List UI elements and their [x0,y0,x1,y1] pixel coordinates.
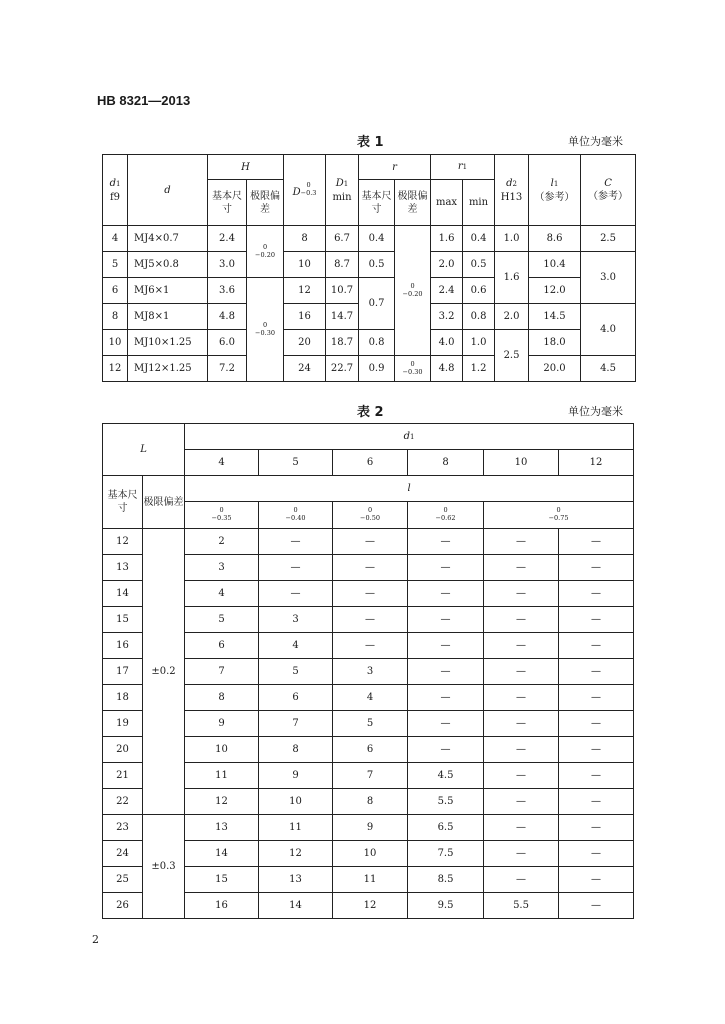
table1 [102,154,636,382]
t2-cell: 14 [185,841,259,867]
t2-cell-L: 21 [103,763,143,789]
t1-head-d: d [128,155,208,226]
t2-cell: — [408,737,484,763]
t2-cell: 5 [259,659,333,685]
t2-cell: — [484,607,559,633]
t2-cell: 8.5 [408,867,484,893]
t1-cell: 2.4 [431,278,463,304]
t1-head-D1: D1 min [326,155,359,226]
t2-cell: — [484,711,559,737]
t1-cell: 6.0 [208,330,247,356]
t1-head-D: D 0 −0.3 [284,155,326,226]
t2-cell: 8 [333,789,408,815]
t1-d2-merged: 1.6 [495,252,529,304]
t2-head-d1-value: 5 [259,450,333,476]
t2-cell: — [333,633,408,659]
t1-cell: 2.4 [208,226,247,252]
t2-cell: 12 [259,841,333,867]
t1-cell: 0.9 [359,356,395,382]
t1-head-H-basic: 基本尺寸 [208,180,247,226]
t1-H-dev-b: 0 −0.30 [247,278,284,382]
t1-r-merged: 0.7 [359,278,395,330]
table2-header-row [103,424,634,450]
t2-cell: — [559,529,634,555]
t2-cell: — [333,607,408,633]
table2-body [103,529,634,919]
t2-cell: — [408,711,484,737]
t2-cell: — [408,555,484,581]
t2-cell: 4 [185,581,259,607]
t1-cell: 18.7 [326,330,359,356]
t2-cell: 13 [259,867,333,893]
t1-cell: 6.7 [326,226,359,252]
t2-cell: 10 [259,789,333,815]
t2-head-l: l [185,476,634,502]
t1-cell: 22.7 [326,356,359,382]
t2-cell: 4 [333,685,408,711]
t2-cell: — [484,815,559,841]
t2-cell-L: 25 [103,867,143,893]
t2-cell-L: 26 [103,893,143,919]
t2-cell: 11 [333,867,408,893]
t1-cell: 3.0 [208,252,247,278]
t2-cell: — [484,841,559,867]
t2-head-l-dev: 0 −0.35 [185,502,259,529]
t2-cell-L: 20 [103,737,143,763]
t1-cell: 12 [284,278,326,304]
t1-d2-merged: 2.5 [495,330,529,382]
t1-cell: 0.5 [463,252,495,278]
t2-cell: 8 [185,685,259,711]
t2-cell: — [408,607,484,633]
t2-cell-L: 24 [103,841,143,867]
t1-head-r1-min: min [463,180,495,226]
t2-cell: — [559,659,634,685]
t1-cell: 1.0 [463,330,495,356]
t1-cell: 8.7 [326,252,359,278]
t2-cell: 9.5 [408,893,484,919]
t2-cell: 5 [333,711,408,737]
t2-cell: 11 [259,815,333,841]
table2-units: 单位为毫米 [568,405,623,418]
t2-cell: 14 [259,893,333,919]
t1-head-H-limit: 极限偏差 [247,180,284,226]
t2-cell: 3 [185,555,259,581]
t1-cell: 0.6 [463,278,495,304]
t1-head-r: r [359,155,431,180]
t2-cell-L: 16 [103,633,143,659]
t1-cell: MJ8×1 [128,304,208,330]
t2-cell-L: 17 [103,659,143,685]
table-row [103,330,636,356]
t2-cell: — [484,581,559,607]
t1-cell: 7.2 [208,356,247,382]
t2-cell: — [259,555,333,581]
t2-cell-L: 15 [103,607,143,633]
t2-head-L-limit: 极限偏差 [143,476,185,529]
t1-cell: 4.5 [581,356,636,382]
t1-H-dev-a: 0 −0.20 [247,226,284,278]
table-row [103,226,636,252]
t2-cell: — [559,841,634,867]
t1-cell: 0.5 [359,252,395,278]
t2-cell: — [259,529,333,555]
t1-cell: 20.0 [529,356,581,382]
t2-cell: 9 [259,763,333,789]
t2-cell: 9 [185,711,259,737]
t1-C-merged: 3.0 [581,252,636,304]
t1-cell: MJ10×1.25 [128,330,208,356]
t2-cell: — [333,529,408,555]
t1-cell: 4.8 [431,356,463,382]
table2-l-row [103,476,634,502]
t1-cell: 3.6 [208,278,247,304]
t2-cell: 10 [185,737,259,763]
t2-cell: 16 [185,893,259,919]
t2-head-d1-value: 6 [333,450,408,476]
t2-cell-L: 18 [103,685,143,711]
t1-cell: 0.8 [359,330,395,356]
t1-cell: 14.7 [326,304,359,330]
t2-cell: — [484,555,559,581]
t2-cell-L: 22 [103,789,143,815]
page-number: 2 [92,933,99,946]
t2-cell: 7 [333,763,408,789]
t2-cell: 12 [333,893,408,919]
t2-cell: — [484,659,559,685]
t1-C-merged: 4.0 [581,304,636,356]
t2-cell: 5.5 [408,789,484,815]
t2-cell: — [333,555,408,581]
t2-head-l-dev: 0 −0.62 [408,502,484,529]
t2-cell: — [559,789,634,815]
t1-head-r1: r1 [431,155,495,180]
t2-cell: — [559,555,634,581]
t2-cell: 7.5 [408,841,484,867]
t1-head-H: H [208,155,284,180]
t2-cell: — [559,581,634,607]
t2-cell: 6 [333,737,408,763]
t2-cell: — [484,867,559,893]
t2-cell: — [484,685,559,711]
t1-head-d2: d2 H13 [495,155,529,226]
t2-cell: — [559,737,634,763]
t2-cell: 15 [185,867,259,893]
t2-head-d1-value: 4 [185,450,259,476]
document-code: HB 8321—2013 [97,93,191,108]
t1-cell: MJ5×0.8 [128,252,208,278]
t2-cell: — [333,581,408,607]
t2-cell: — [559,633,634,659]
table1-header-row [103,155,636,180]
t2-cell: — [559,607,634,633]
t2-cell: 6 [185,633,259,659]
t1-cell: 4 [103,226,128,252]
t1-cell: 2.0 [495,304,529,330]
t2-cell: 13 [185,815,259,841]
t2-head-d1: d1 [185,424,634,450]
t1-cell: 0.8 [463,304,495,330]
t2-head-L-basic: 基本尺寸 [103,476,143,529]
t1-head-C: C （参考） [581,155,636,226]
t1-cell: 1.2 [463,356,495,382]
t2-cell: 10 [333,841,408,867]
t1-cell: 6 [103,278,128,304]
t2-cell-L: 14 [103,581,143,607]
t2-cell: 2 [185,529,259,555]
t1-head-r1-max: max [431,180,463,226]
t2-tolerance: ±0.3 [143,815,185,919]
t1-cell: 20 [284,330,326,356]
t1-cell: 4.8 [208,304,247,330]
t1-cell: 8 [284,226,326,252]
t2-cell: — [259,581,333,607]
t2-head-d1-value: 8 [408,450,484,476]
table1-units: 单位为毫米 [568,135,623,148]
t2-head-l-dev: 0 −0.40 [259,502,333,529]
t2-head-l-dev: 0 −0.50 [333,502,408,529]
table-row [103,356,636,382]
t2-cell: — [408,659,484,685]
t2-head-l-dev: 0 −0.75 [484,502,634,529]
t1-cell: MJ6×1 [128,278,208,304]
t1-cell: 3.2 [431,304,463,330]
t2-cell: — [484,633,559,659]
t1-cell: 12 [103,356,128,382]
t1-cell: 14.5 [529,304,581,330]
t2-cell: — [408,581,484,607]
t2-cell: — [559,867,634,893]
t2-cell: — [484,529,559,555]
t2-cell: — [408,633,484,659]
t2-head-d1-value: 10 [484,450,559,476]
t2-cell: — [484,763,559,789]
t1-r-dev-a: 0 −0.20 [395,226,431,356]
t1-cell: 0.4 [463,226,495,252]
t2-cell: 5.5 [484,893,559,919]
t1-cell: 1.0 [495,226,529,252]
t2-cell-L: 13 [103,555,143,581]
t2-cell: — [559,711,634,737]
t2-cell: 6 [259,685,333,711]
t1-cell: 2.0 [431,252,463,278]
t2-cell: 6.5 [408,815,484,841]
table1-caption: 表 1 [357,135,384,150]
table2 [102,423,634,919]
t2-cell-L: 12 [103,529,143,555]
t2-cell: 3 [259,607,333,633]
t2-cell: 4.5 [408,763,484,789]
t1-cell: 12.0 [529,278,581,304]
t1-cell: 8 [103,304,128,330]
t1-head-l1: l1 （参考） [529,155,581,226]
t1-head-r-basic: 基本尺寸 [359,180,395,226]
t2-cell: 3 [333,659,408,685]
t2-head-d1-value: 12 [559,450,634,476]
t1-cell: 8.6 [529,226,581,252]
t1-cell: 0.4 [359,226,395,252]
t2-cell-L: 19 [103,711,143,737]
table2-caption: 表 2 [357,405,384,420]
t2-cell: — [484,737,559,763]
t2-cell: — [559,685,634,711]
t1-cell: 18.0 [529,330,581,356]
table-row [103,529,634,555]
t1-cell: 10 [284,252,326,278]
t1-cell: MJ12×1.25 [128,356,208,382]
t2-cell: 12 [185,789,259,815]
t2-cell: 4 [259,633,333,659]
t1-cell: MJ4×0.7 [128,226,208,252]
t2-cell: — [408,685,484,711]
t1-cell: 10.7 [326,278,359,304]
t2-cell: 8 [259,737,333,763]
t1-cell: 4.0 [431,330,463,356]
t1-cell: 10.4 [529,252,581,278]
t1-cell: 2.5 [581,226,636,252]
t2-cell-L: 23 [103,815,143,841]
t2-cell: — [408,529,484,555]
t1-cell: 24 [284,356,326,382]
t2-cell: — [559,815,634,841]
t1-cell: 5 [103,252,128,278]
table-row [103,278,636,304]
t2-cell: 11 [185,763,259,789]
t2-cell: 9 [333,815,408,841]
t2-tolerance: ±0.2 [143,529,185,815]
t2-cell: 5 [185,607,259,633]
t1-cell: 10 [103,330,128,356]
t2-cell: — [559,893,634,919]
t2-cell: 7 [259,711,333,737]
t1-head-r-limit: 极限偏差 [395,180,431,226]
t1-r-dev-b: 0 −0.30 [395,356,431,382]
t1-cell: 16 [284,304,326,330]
table-row [103,815,634,841]
t2-cell: 7 [185,659,259,685]
t2-head-L: L [103,424,185,476]
table-row [103,252,636,278]
t2-cell: — [559,763,634,789]
t1-head-d1: d1 f9 [103,155,128,226]
t1-cell: 1.6 [431,226,463,252]
t2-cell: — [484,789,559,815]
